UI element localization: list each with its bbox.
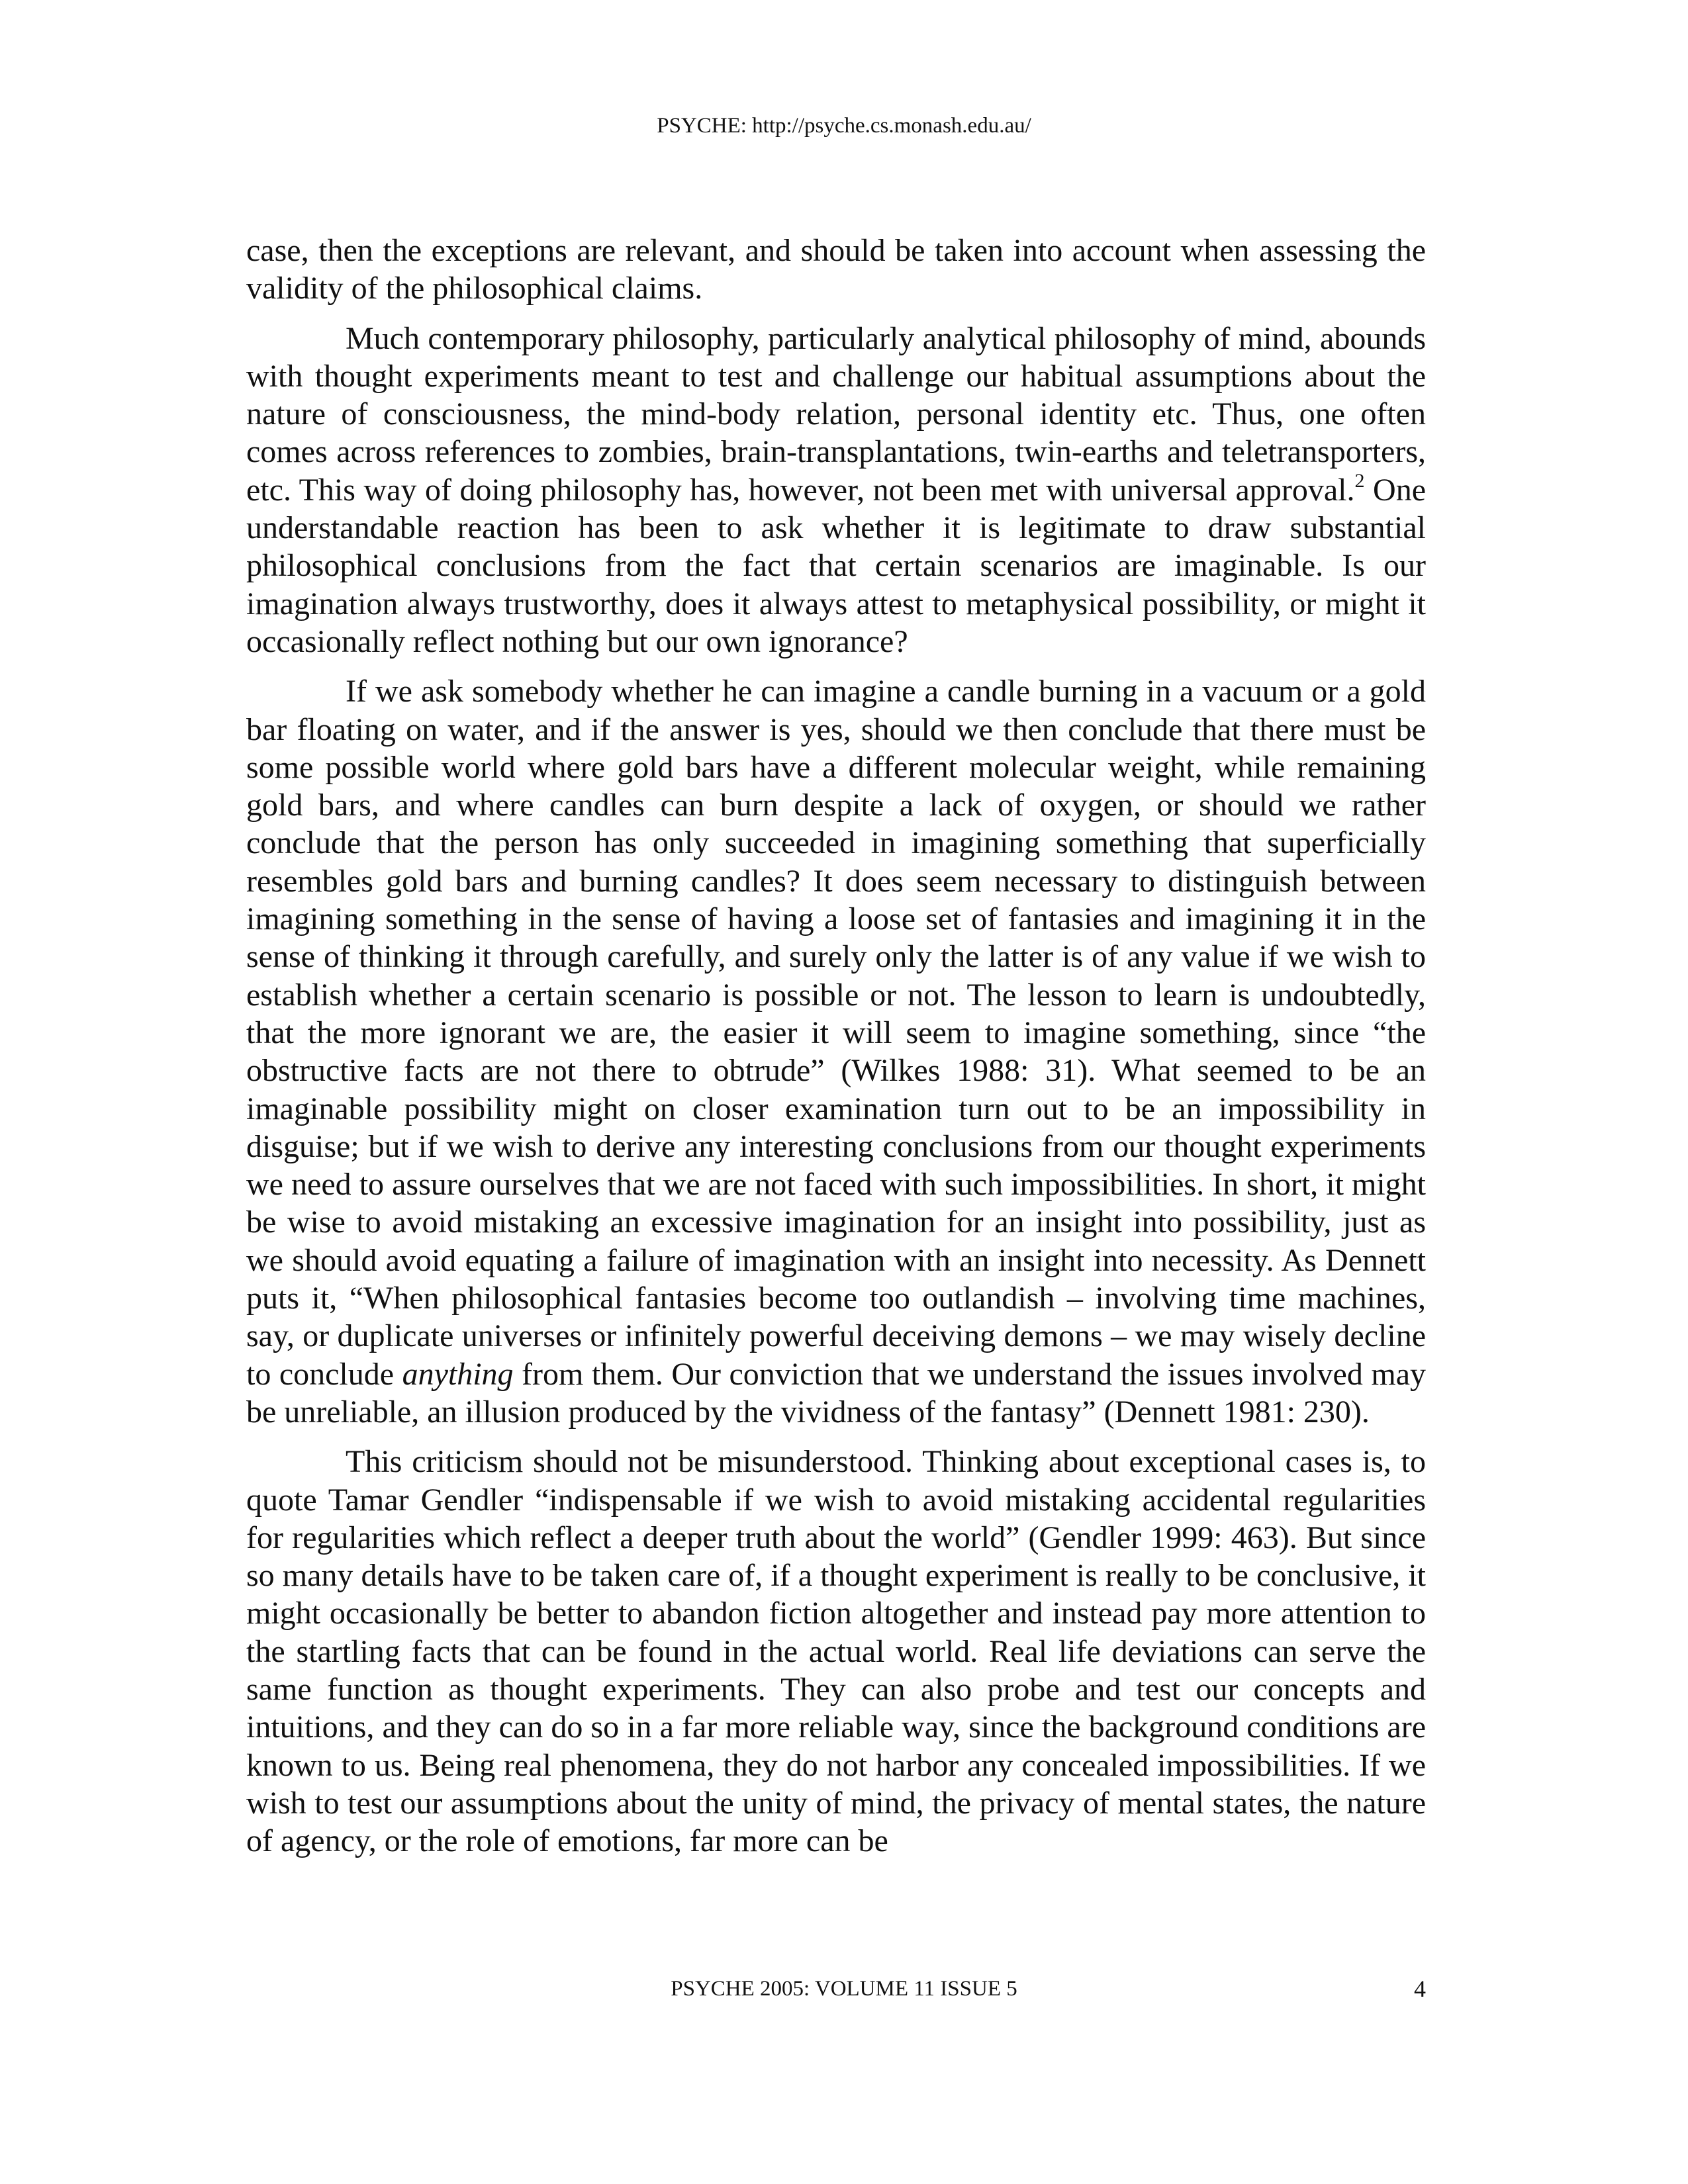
emphasized-word: anything (402, 1356, 514, 1392)
paragraph-imagination (246, 672, 1426, 1431)
paragraph-text: from them. Our conviction that we understand the issues involved may be unreliable, an illusion produced by the vividness of the fantasy” (Dennett 1981: 230). (246, 1356, 1426, 1430)
paragraph-text: Much contemporary philosophy, particularly analytical philosophy of mind, abounds with thought experiments meant to test and challenge our habitual assumptions about the nature of consciousness, the mind-body relation, personal identity etc. Thus, one often comes across references to zombies, brain-transplantations, twin-earths and teletransporters, etc. This way of doing philosophy has, however, not been met with universal approval. (246, 320, 1426, 508)
body-text (246, 232, 1426, 1872)
running-header: PSYCHE: http://psyche.cs.monash.edu.au/ (657, 114, 1031, 138)
paragraph-text: One understandable reaction has been to ask whether it is legitimate to draw substantial philosophical conclusions from the fact that certain scenarios are imaginable. Is our imagination always trustworthy, does it always attest to metaphysical possibility, or might it occasionally reflect nothing but our own ignorance? (246, 472, 1427, 659)
page-number: 4 (1414, 1976, 1426, 2002)
paragraph-thought-experiments (246, 320, 1426, 661)
paragraph-text: If we ask somebody whether he can imagine a candle burning in a vacuum or a gold bar floating on water, and if the answer is yes, should we then conclude that there must be some possible world where gold bars have a different molecular weight, while remaining gold bars, and where candles can burn despite a lack of oxygen, or should we rather conclude that the person has only succeeded in imagining something that superficially resembles gold bars and burning candles? It does seem necessary to distinguish between imagining something in the sense of having a loose set of fantasies and imagining it in the sense of thinking it through carefully, and surely only the latter is of any value if we wish to establish whether a certain scenario is possible or not. The lesson to learn is undoubtedly, that the more ignorant we are, the easier it will seem to imagine something, since “the obstructive facts are not there to obtrude” (Wilkes 1988: 31). What seemed to be an imaginable possibility might on closer examination turn out to be an impossibility in disguise; but if we wish to derive any interesting conclusions from our thought experiments we need to assure ourselves that we are not faced with such impossibilities. In short, it might be wise to avoid mistaking an excessive imagination for an insight into possibility, just as we should avoid equating a failure of imagination with an insight into necessity. As Dennett puts it, “When philosophical fantasies become too outlandish – involving time machines, say, or duplicate universes or infinitely powerful deceiving demons – we may wisely decline to conclude (246, 674, 1426, 1392)
footnote-reference[interactable]: 2 (1354, 469, 1365, 492)
running-footer: PSYCHE 2005: VOLUME 11 ISSUE 5 (671, 1977, 1017, 2001)
paragraph-criticism: This criticism should not be misunderstood. Thinking about exceptional cases is, to quote Tamar Gendler “indispensable if we wish to avoid mistaking accidental regularities for regularities which reflect a deeper truth about the world” (Gendler 1999: 463). But since so many details have to be taken care of, if a thought experiment is really to be conclusive, it might occasionally be better to abandon fiction altogether and instead pay more attention to the startling facts that can be found in the actual world. Real life deviations can serve the same function as thought experiments. They can also probe and test our concepts and intuitions, and they can do so in a far more reliable way, since the background conditions are known to us. Being real phenomena, they do not harbor any concealed impossibilities. If we wish to test our assumptions about the unity of mind, the privacy of mental states, the nature of agency, or the role of emotions, far more can be (246, 1444, 1426, 1859)
paragraph-continuation: case, then the exceptions are relevant, and should be taken into account when assessing the validity of the philosophical claims. (246, 233, 1426, 306)
